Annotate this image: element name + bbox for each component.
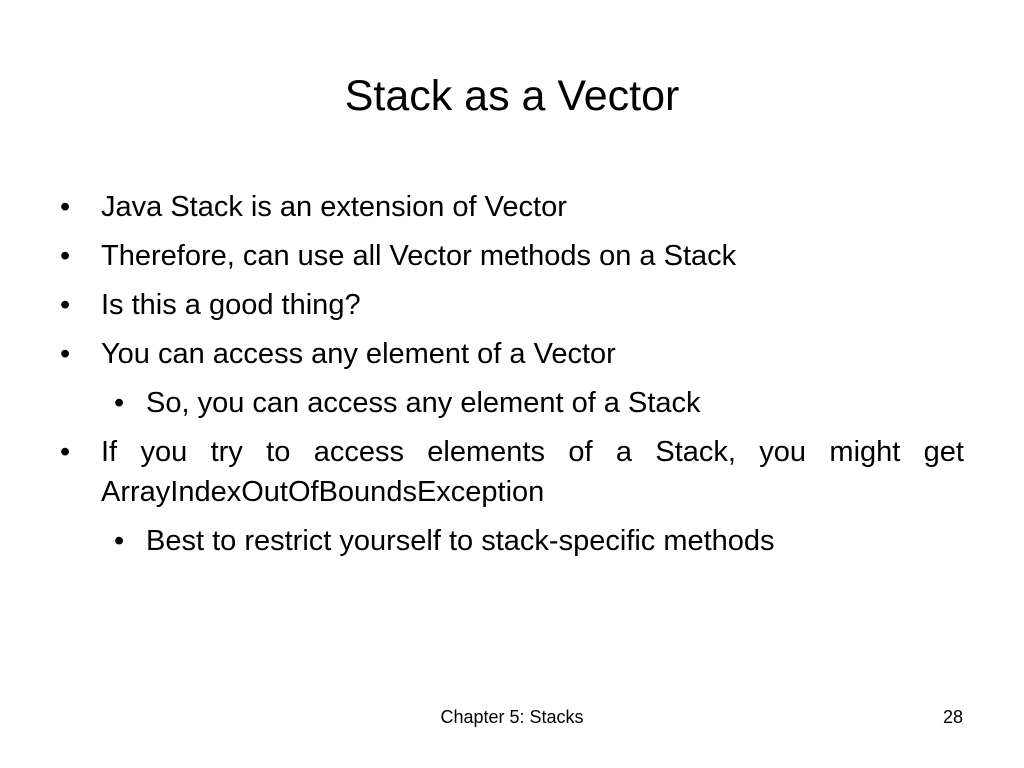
bullet-icon: •	[60, 240, 71, 272]
sub-bullet-text: So, you can access any element of a Stack	[146, 387, 701, 419]
sub-bullet-item	[56, 521, 964, 561]
bullet-list	[56, 187, 964, 570]
sub-bullet-icon: •	[114, 525, 125, 557]
bullet-text: You can access any element of a Vector	[101, 338, 616, 370]
bullet-text: If you try to access elements of a Stack, you might get ArrayIndexOutOfBoundsException	[101, 436, 964, 508]
bullet-item	[56, 236, 964, 276]
slide-title: Stack as a Vector	[344, 72, 680, 120]
bullet-item	[56, 285, 964, 325]
page-number: 28	[942, 707, 963, 727]
bullet-text: Is this a good thing?	[101, 289, 361, 321]
sub-bullet-item	[56, 383, 964, 423]
bullet-item	[56, 432, 964, 512]
bullet-text: Java Stack is an extension of Vector	[101, 191, 567, 223]
bullet-text: Therefore, can use all Vector methods on a Stack	[101, 240, 737, 272]
bullet-icon: •	[60, 338, 71, 370]
footer-chapter: Chapter 5: Stacks	[440, 707, 584, 727]
bullet-item	[56, 187, 964, 227]
sub-bullet-icon: •	[114, 387, 125, 419]
bullet-icon: •	[60, 289, 71, 321]
bullet-icon: •	[60, 436, 71, 468]
bullet-item	[56, 334, 964, 374]
bullet-icon: •	[60, 191, 71, 223]
sub-bullet-text: Best to restrict yourself to stack-specific methods	[146, 525, 775, 557]
